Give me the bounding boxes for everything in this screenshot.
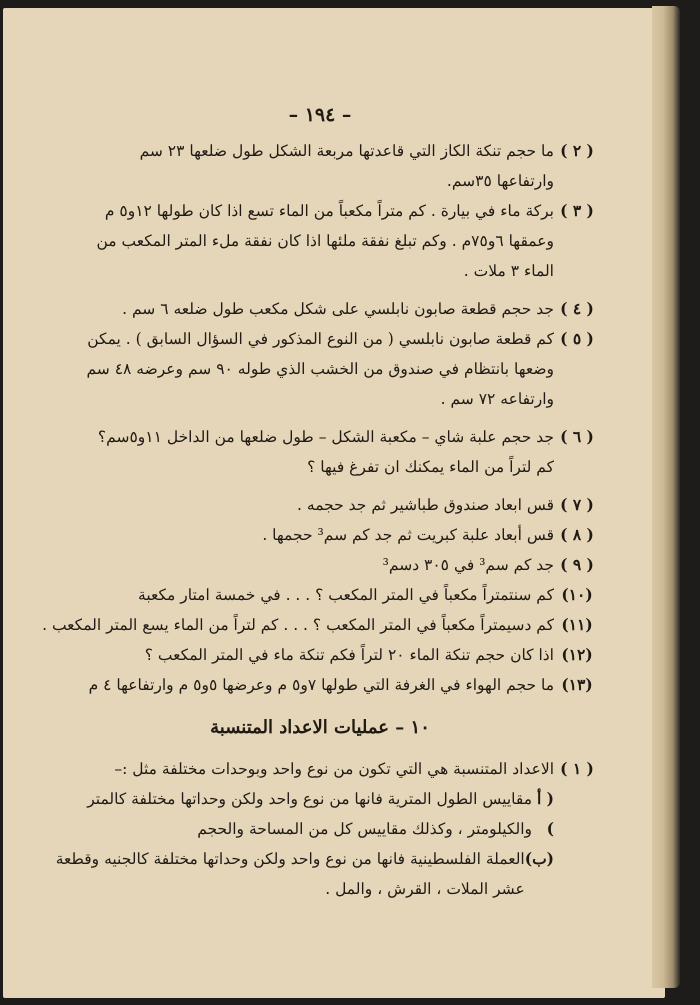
sub-item [40, 784, 554, 844]
exercise-number: ( ٩ ) [560, 555, 594, 574]
exercise-line: قس أبعاد علبة كبريت ثم جد كم سم³ حجمها . [262, 526, 554, 544]
page-edge [652, 6, 680, 988]
sub-item-line: والكيلومتر ، وكذلك مقاييس كل من المساحة والحجم [197, 820, 532, 838]
sub-item-label: (ب) [524, 849, 554, 868]
exercise-item [40, 550, 600, 580]
exercise-line: جد حجم علبة شاي – مكعبة الشكل – طول ضلعها من الداخل ١١و٥سم؟ [97, 428, 554, 446]
exercise-item [40, 324, 600, 414]
exercise-line: الماء ٣ ملات . [463, 262, 554, 280]
sub-item-label: ( أ ) [536, 789, 554, 838]
exercise-item [40, 490, 600, 520]
exercise-line: وعمقها ٦و٧٥م . وكم تبلغ نفقة ملئها اذا كان نفقة ملء المتر المكعب من [96, 232, 554, 250]
exercise-item [40, 580, 600, 610]
page-text [40, 96, 600, 904]
exercise-item [40, 294, 600, 324]
exercise-line: ما حجم تنكة الكاز التي قاعدتها مربعة الشكل طول ضلعها ٢٣ سم [139, 142, 554, 160]
exercise-number: (١١) [561, 615, 593, 634]
exercise-line: كم قطعة صابون نابلسي ( من النوع المذكور في السؤال السابق ) . يمكن [87, 330, 554, 348]
exercise-line: ما حجم الهواء في الغرفة التي طولها ٧و٥ م وعرضها ٥و٥ م وارتفاعها ٤ م [88, 676, 554, 694]
exercise-number: (١٢) [561, 645, 593, 664]
exercise-line: وارتفاعه ٧٢ سم . [440, 390, 554, 408]
exercise-number: ( ٢ ) [560, 141, 594, 160]
exercise-list [40, 136, 600, 700]
exercise-item [40, 670, 600, 700]
sub-list [40, 784, 554, 904]
sub-item-line: عشر الملات ، القرش ، والمل . [325, 880, 525, 898]
exercise-number: (١٠) [561, 585, 593, 604]
exercise-line: قس ابعاد صندوق طباشير ثم جد حجمه . [297, 496, 554, 514]
section-title: ١٠ – عمليات الاعداد المتنسبة [210, 717, 430, 738]
exercise-number: ( ٤ ) [560, 299, 594, 318]
exercise-number: ( ٣ ) [560, 201, 594, 220]
exercise-line: بركة ماء في بيارة . كم متراً مكعباً من الماء تسع اذا كان طولها ١٢و٥ م [104, 202, 554, 220]
exercise-line: جد حجم قطعة صابون نابلسي على شكل مكعب طول ضلعه ٦ سم . [122, 300, 554, 318]
sub-item-line: مقاييس الطول المترية فانها من نوع واحد ولكن وحداتها مختلفة كالمتر [87, 790, 532, 808]
exercise-line: اذا كان حجم تنكة الماء ٢٠ لتراً فكم تنكة ماء في المتر المكعب ؟ [144, 646, 554, 664]
exercise-line: كم دسيمتراً مكعباً في المتر المكعب ؟ . . . كم لتراً من الماء يسع المتر المكعب . [42, 616, 554, 634]
sub-item [40, 844, 554, 904]
page-number: – ١٩٤ – [288, 104, 352, 126]
exercise-number: ( ٥ ) [560, 329, 594, 348]
exercise-item [40, 196, 600, 286]
exercise-line: وارتفاعها ٣٥سم. [446, 172, 554, 190]
section-exercise [40, 754, 600, 904]
exercise-line: وضعها بانتظام في صندوق من الخشب الذي طوله ٩٠ سم وعرضه ٤٨ سم [86, 360, 554, 378]
exercise-item [40, 640, 600, 670]
exercise-number: ( ١ ) [560, 759, 594, 778]
exercise-number: (١٣) [561, 675, 593, 694]
exercise-number: ( ٦ ) [560, 427, 594, 446]
exercise-line: كم سنتمتراً مكعباً في المتر المكعب ؟ . . . في خمسة امتار مكعبة [138, 586, 554, 604]
exercise-line: كم لتراً من الماء يمكنك ان تفرغ فيها ؟ [307, 458, 554, 476]
exercise-number: ( ٧ ) [560, 495, 594, 514]
sub-item-line: العملة الفلسطينية فانها من نوع واحد ولكن وحداتها مختلفة كالجنيه وقطعة [55, 850, 525, 868]
exercise-line: الاعداد المتنسبة هي التي تكون من نوع واحد وبوحدات مختلفة مثل :– [114, 760, 554, 778]
exercise-item [40, 422, 600, 482]
exercise-number: ( ٨ ) [560, 525, 594, 544]
exercise-item [40, 520, 600, 550]
exercise-item [40, 610, 600, 640]
exercise-line: جد كم سم³ في ٣٠٥ دسم³ [382, 556, 554, 574]
exercise-item [40, 136, 600, 196]
